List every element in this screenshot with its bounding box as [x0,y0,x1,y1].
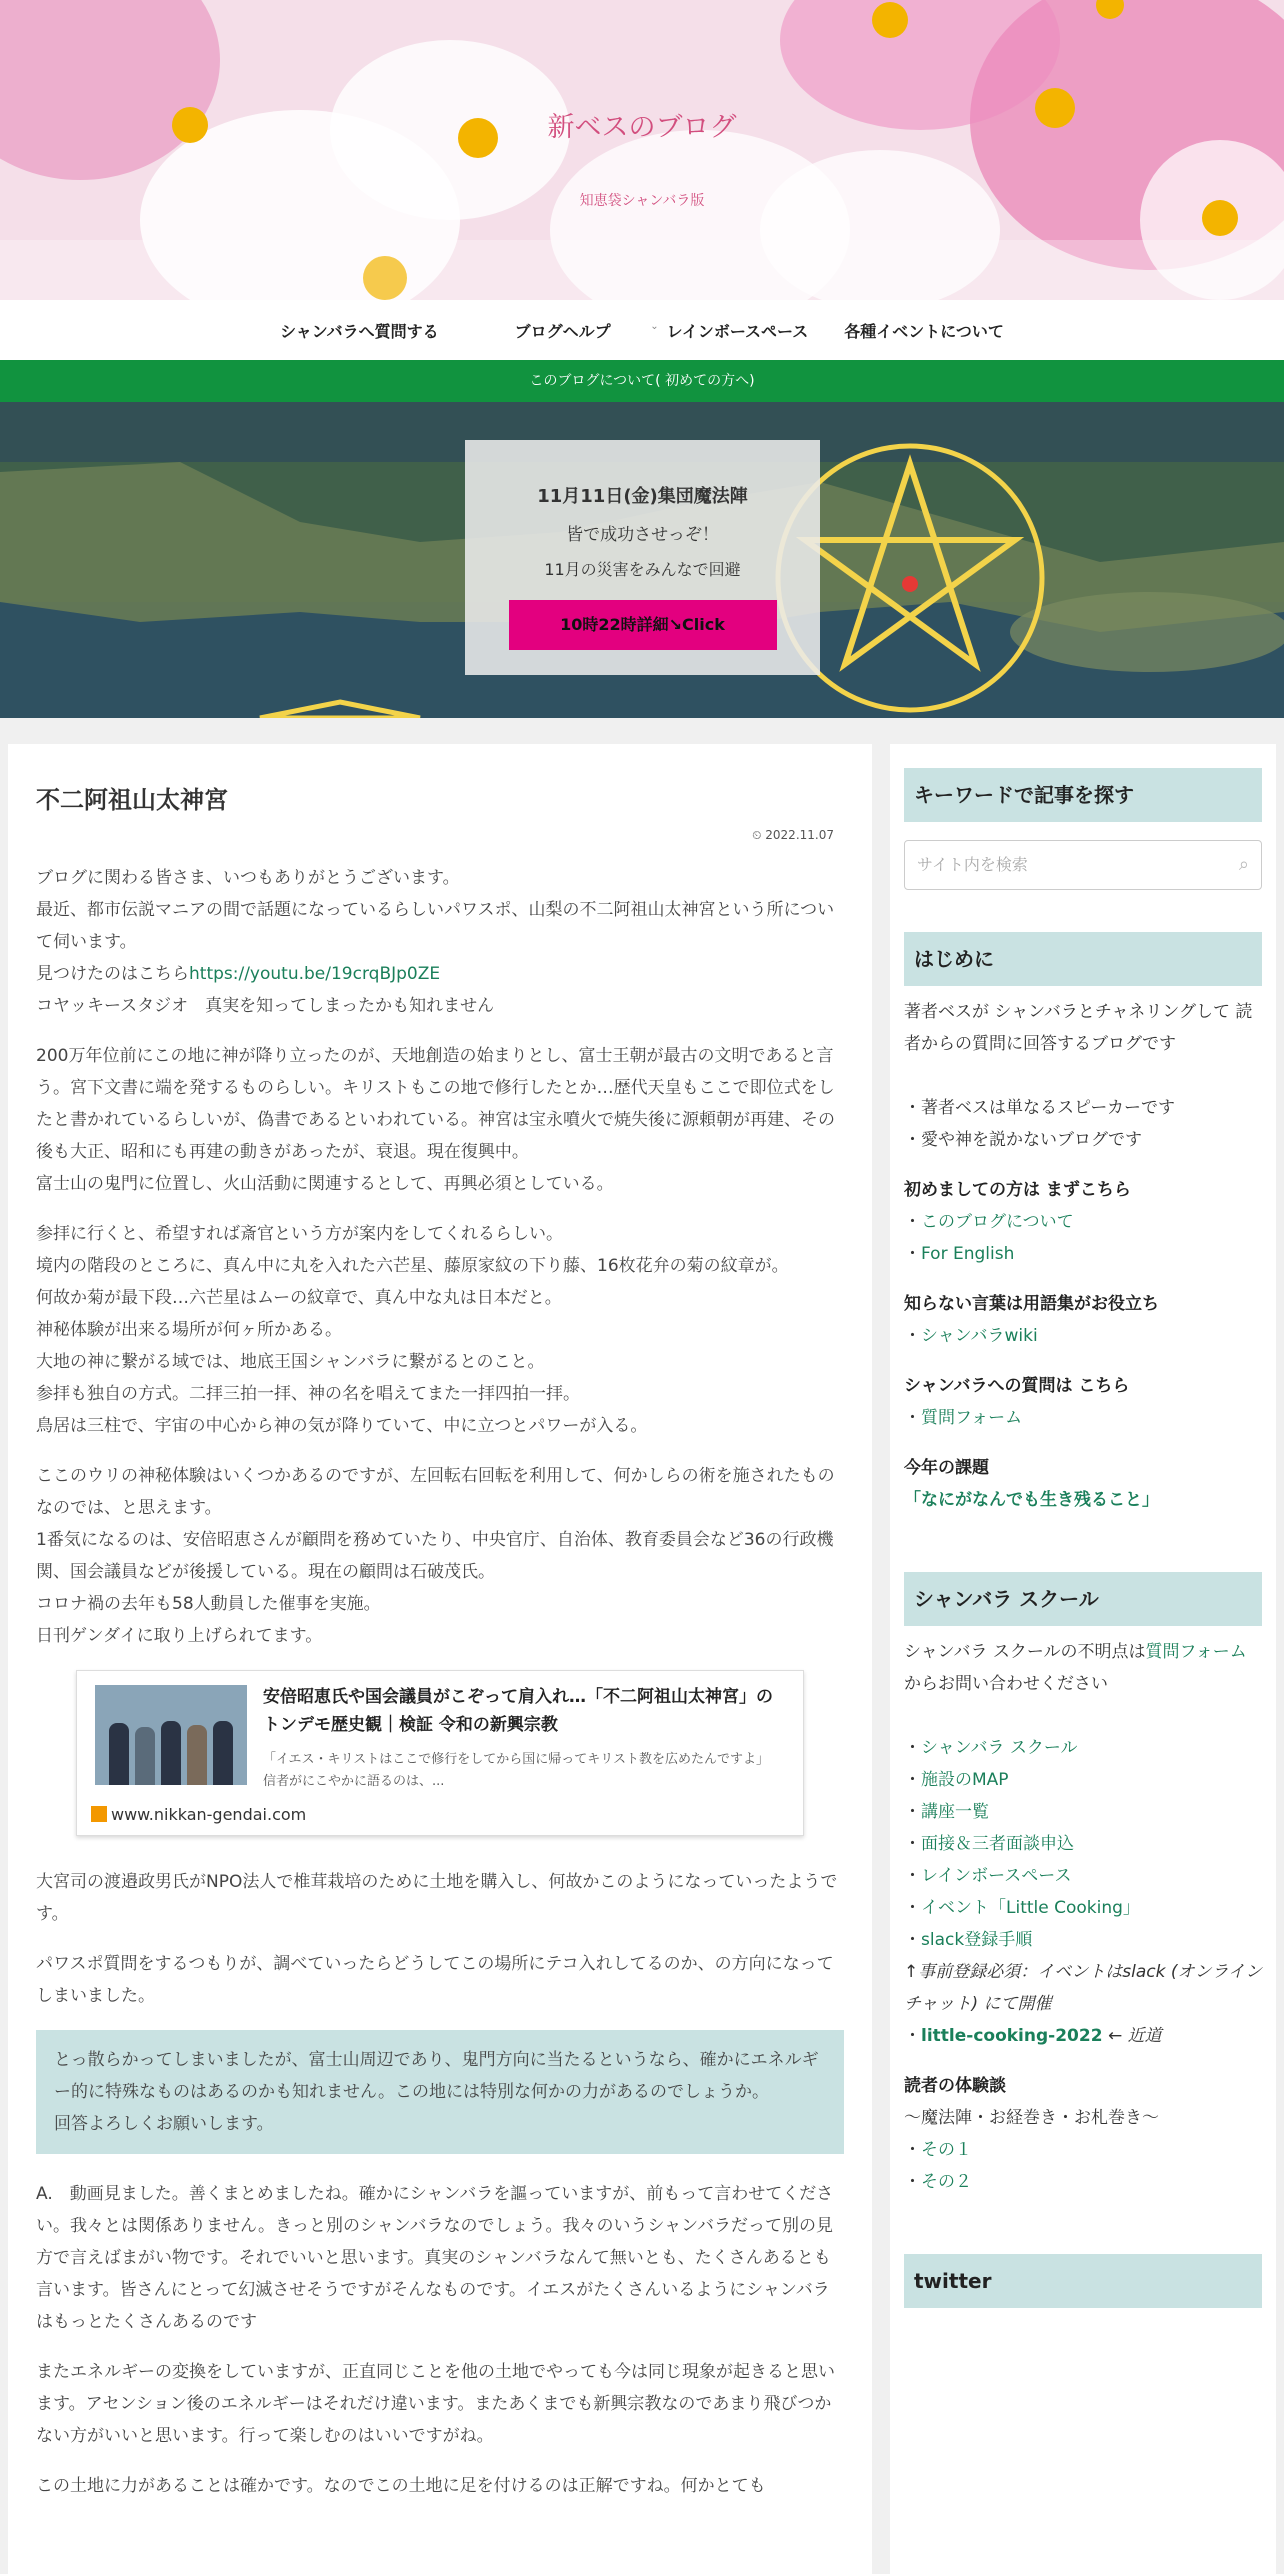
article-text: コロナ禍の去年も58人動員した催事を実施。 [36,1594,381,1614]
article-text: 日刊ゲンダイに取り上げられてます。 [36,1626,323,1646]
article-text: 見つけたのはこちら [36,964,189,984]
slack-note: ↑事前登録必須：イベントはslack (オンラインチャット) にて開催 [904,1962,1262,2014]
main-navigation [0,300,1284,360]
answer-paragraph: A. 動画見ました。善くまとめましたね。確かにシャンバラを謳っていますが、前もって言わせてください。我々とは関係ありません。きっと別のシャンバラなのでしょう。我々のいうシャンバラだって別の見方で言えばまがい物です。それでいいと思います。真実のシャンバラなんて無いとも、たくさんあるとも言います。皆さんにとって幻滅させそうですがそんなものです。イエスがたくさんいるようにシャンバラはもっとたくさんあるのです [36,2184,834,2332]
question-text: とっ散らかってしまいましたが、富士山周辺であり、鬼門方向に当たるというなら、確かにエネルギー的に特殊なものはあるのかも知れません。この地には特別な何かの力があるのでしょうか。 [54,2050,819,2102]
question-text: 回答よろしくお願いします。 [54,2114,274,2134]
question-box [36,2030,844,2154]
nav-item-ask-shambhala[interactable]: シャンバラへ質問する [280,321,439,341]
link-reader-1[interactable]: その１ [921,2140,972,2160]
sidebar-school-heading: シャンバラ スクール [904,1572,1262,1626]
search-input[interactable] [904,840,1262,890]
site-header [0,0,1284,300]
nav-item-events[interactable]: 各種イベントについて [844,321,1004,341]
intro-text: 著者ベスが シャンバラとチャネリングして 読者からの質問に回答するブログです [904,1002,1253,1054]
sidebar [890,744,1276,2574]
article-date-text: 2022.11.07 [765,828,834,842]
link-rainbow-space[interactable]: レインボースペース [921,1866,1072,1886]
article-text: 神秘体験が出来る場所が何ヶ所かある。 [36,1320,342,1340]
sidebar-school: シャンバラ スクールの不明点は質問フォームからお問い合わせください ・シャンバラ スクール ・施設のMAP ・講座一覧 ・面接＆三者面談申込 ・レインボースペース ・イベント「Little Cooking」 ・slack登録手順 ↑事前登録必須：イベントはslack (オンラインチャット) にて開催 ・little-cooking-2022 ← 近道 読者の体験談 〜魔法陣・お経巻き・お札巻き〜 ・その１ ・その２ [904,1642,1262,2192]
search-placeholder: サイト内を検索 [917,855,1028,874]
intro-bullet: ・著者ベスは単なるスピーカーです [904,1098,1175,1118]
school-text: からお問い合わせください [904,1674,1108,1694]
theme-title: 今年の課題 [904,1458,989,1478]
article-text: 参拝も独自の方式。二拝三拍一拝、神の名を唱えてまた一拝四拍一拝。 [36,1384,580,1404]
question-title: シャンバラへの質問は こちら [904,1376,1130,1396]
search-icon[interactable]: ⌕ [1238,854,1249,875]
article-paragraph [36,1460,844,1652]
article-main [8,744,872,2574]
cosmos-header-image [0,0,1284,300]
link-courses[interactable]: 講座一覧 [921,1802,989,1822]
intro-bullet: ・愛や神を説かないブログです [904,1130,1142,1150]
sidebar-search-heading: キーワードで記事を探す [904,768,1262,822]
answer-paragraph: この土地に力があることは確かです。なのでこの土地に足を付けるのは正解ですね。何かとても [36,2476,766,2496]
event-details-button[interactable]: 10時22時詳細↘Click [509,600,777,650]
link-school[interactable]: シャンバラ スクール [921,1738,1078,1758]
article-text: 富士山の鬼門に位置し、火山活動に関連するとして、再興必須としている。 [36,1174,614,1194]
event-title: 11月11日(金)集団魔法陣 [537,486,748,507]
link-interview[interactable]: 面接＆三者面談申込 [921,1834,1074,1854]
card-title: 安倍昭恵氏や国会議員がこぞって肩入れ…「不二阿祖山太神宮」のトンデモ歴史観｜検証 令和の新興宗教 [263,1687,773,1735]
article-paragraph [36,1040,844,1200]
link-reader-2[interactable]: その２ [921,2172,972,2192]
article-text: 大地の神に繋がる域では、地底王国シャンバラに繋がるとのこと。 [36,1352,545,1372]
article-text: 1番気になるのは、安倍昭恵さんが顧問を務めていたり、中央官庁、自治体、教育委員会など36の行政機関、国会議員などが後援している。現在の顧問は石破茂氏。 [36,1530,834,1582]
article-text: 200万年位前にこの地に神が降り立ったのが、天地創造の始まりとし、富士王朝が最古の文明であると言う。宮下文書に端を発するものらしい。キリストもこの地で修行したとか…歴代天皇もここで即位式をしたと書かれているらしいが、偽書であるといわれている。神宮は宝永噴火で焼失後に源頼朝が再建、その後も大正、昭和にも再建の動きがあったが、衰退。現在復興中。 [36,1046,835,1162]
link-question-form[interactable]: 質問フォーム [921,1408,1023,1428]
answer-paragraph: またエネルギーの変換をしていますが、正直同じことを他の土地でやっても今は同じ現象が起きると思います。アセンション後のエネルギーはそれだけ違います。またあくまでも新興宗教なのであまり飛びつかない方がいいと思います。行って楽しむのはいいですがね。 [36,2362,835,2446]
clock-icon: ⏲ [752,828,762,842]
youtube-link[interactable]: https://youtu.be/19crqBJp0ZE [189,964,441,984]
article-body [36,862,844,2520]
favicon-icon [91,1806,107,1822]
link-theme[interactable]: 「なにがなんでも生き残ること」 [904,1490,1159,1510]
nav-item-rainbow-space[interactable]: レインボースペース [666,321,809,341]
article-text: 最近、都市伝説マニアの間で話題になっているらしいパワスポ、山梨の不二阿祖山太神宮という所について伺います。 [36,900,835,952]
link-school-form[interactable]: 質問フォーム [1145,1642,1247,1662]
article-date [752,828,834,843]
nav-item-label: ブログヘルプ [514,321,611,341]
chevron-down-icon: ⌄ [650,320,659,332]
link-event-cooking[interactable]: イベント「Little Cooking」 [921,1898,1140,1918]
sidebar-intro: 著者ベスが シャンバラとチャネリングして 読者からの質問に回答するブログです ・著者ベスは単なるスピーカーです ・愛や神を説かないブログです 初めましての方は まずこちら ・このブログについて ・For English 知らない言葉は用語集がお役立ち ・シャンバラwiki シャンバラへの質問は こちら ・質問フォーム 今年の課題 「なにがなんでも生き残ること」 [904,996,1262,1516]
card-snippet: 「イエス・キリストはここで修行をしてから国に帰ってキリスト教を広めたんですよ」 信者がにこやかに語るのは、... [263,1752,776,1789]
article-paragraph: 大宮司の渡邉政男氏がNPO法人で椎茸栽培のために土地を購入し、何故かこのようになっていったようです。 [36,1872,838,1924]
card-site-text: www.nikkan-gendai.com [111,1805,307,1824]
article-paragraph [36,1218,844,1442]
article-text: 何故か菊が最下段…六芒星はムーの紋章で、真ん中な丸は日本だと。 [36,1288,562,1308]
reader-subtitle: 〜魔法陣・お経巻き・お札巻き〜 [904,2108,1159,2128]
sidebar-intro-heading: はじめに [904,932,1262,986]
first-time-title: 初めましての方は まずこちら [904,1180,1131,1200]
event-callout [465,440,820,675]
article-text: 鳥居は三柱で、宇宙の中心から神の気が降りていて、中に立つとパワーが入る。 [36,1416,648,1436]
article-text: ここのウリの神秘体験はいくつかあるのですが、左回転右回転を利用して、何かしらの術を施されたものなのでは、と思えます。 [36,1466,835,1518]
article-text: コヤッキースタジオ 真実を知ってしまったかも知れません [36,996,495,1016]
site-title[interactable]: 新ベスのブログ [547,112,737,143]
reader-title: 読者の体験談 [904,2076,1006,2096]
site-tagline: 知恵袋シャンバラ版 [579,193,705,209]
article-title: 不二阿祖山太神宮 [36,786,228,814]
school-text: シャンバラ スクールの不明点は [904,1642,1146,1662]
card-thumbnail [95,1685,247,1785]
article-text: ブログに関わる皆さま、いつもありがとうございます。 [36,868,460,888]
link-little-cooking[interactable]: little-cooking-2022 [921,2026,1103,2046]
link-facility-map[interactable]: 施設のMAP [921,1770,1009,1790]
card-site [91,1799,306,1831]
article-text: 参拝に行くと、希望すれば斎官という方が案内をしてくれるらしい。 [36,1224,563,1244]
shortcut-note: ← 近道 [1107,2026,1162,2046]
notice-bar[interactable]: このブログについて( 初めての方へ) [0,360,1284,402]
link-slack[interactable]: slack登録手順 [921,1930,1033,1950]
article-text: 境内の階段のところに、真ん中に丸を入れた六芒星、藤原家紋の下り藤、16枚花弁の菊の紋章が。 [36,1256,789,1276]
external-link-card[interactable] [76,1670,804,1836]
event-description: 11月の災害をみんなで回避 [544,560,741,579]
link-wiki[interactable]: シャンバラwiki [921,1326,1038,1346]
article-paragraph: パワスポ質問をするつもりが、調べていったらどうしてこの場所にテコ入れしてるのか、の方向になってしまいました。 [36,1954,834,2006]
link-about-blog[interactable]: このブログについて [921,1212,1074,1232]
nav-item-blog-help[interactable] [497,319,659,342]
glossary-title: 知らない言葉は用語集がお役立ち [904,1294,1159,1314]
sidebar-twitter-heading: twitter [904,2254,1262,2308]
link-english[interactable]: For English [921,1244,1015,1264]
article-paragraph [36,862,844,1022]
event-subtitle: 皆で成功させっぞ！ [566,525,719,545]
